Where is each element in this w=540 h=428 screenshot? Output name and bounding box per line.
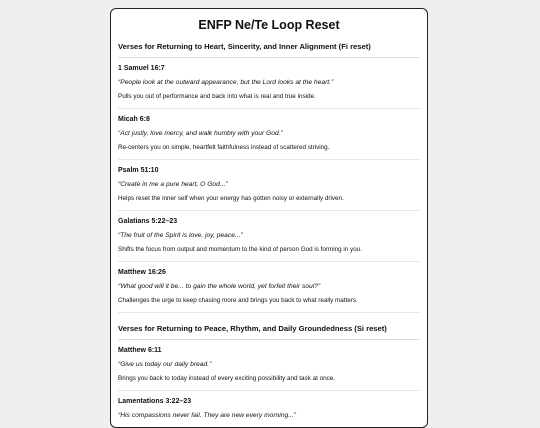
- verse-reference: Matthew 16:26: [118, 269, 166, 276]
- verse-entry: [118, 58, 420, 109]
- verse-reference: 1 Samuel 16:7: [118, 65, 165, 72]
- verse-quote: “Create in me a pure heart, O God...”: [118, 181, 228, 188]
- verse-quote: “His compassions never fail. They are new every morning...”: [118, 412, 297, 419]
- verse-reference: Matthew 6:11: [118, 347, 162, 354]
- verse-reference: Lamentations 3:22–23: [118, 398, 192, 405]
- verse-note: Brings you back to today instead of every exciting possibility and task at once.: [118, 375, 336, 382]
- verse-quote: “Give us today our daily bread.”: [118, 361, 212, 368]
- verse-quote: “Act justly, love mercy, and walk humbly with your God.”: [118, 130, 283, 137]
- verse-reference: Psalm 51:10: [118, 167, 159, 174]
- verse-note: Pulls you out of performance and back into what is real and true inside.: [118, 93, 316, 100]
- verse-entry: [118, 391, 420, 428]
- verse-note: Helps reset the inner self when your energy has gotten noisy or externally driven.: [118, 195, 344, 202]
- verse-entry: [118, 160, 420, 211]
- verse-entry: [118, 211, 420, 262]
- verse-quote: “The fruit of the Spirit is love, joy, peace...”: [118, 232, 243, 239]
- verse-quote: “What good will it be... to gain the whole world, yet forfeit their soul?”: [118, 283, 321, 290]
- section-heading: Verses for Returning to Heart, Sincerity, and Inner Alignment (Fi reset): [118, 42, 420, 58]
- verse-quote: “People look at the outward appearance, but the Lord looks at the heart.”: [118, 79, 334, 86]
- document-title: ENFP Ne/Te Loop Reset: [198, 18, 340, 32]
- verse-note: Re-centers you on simple, heartfelt faithfulness instead of scattered striving.: [118, 144, 330, 151]
- verse-entry: [118, 262, 420, 313]
- verse-entry: [118, 340, 420, 391]
- verse-note: Challenges the urge to keep chasing more and brings you back to what really matters.: [118, 297, 358, 304]
- document-card: [110, 8, 428, 428]
- section-heading: Verses for Returning to Peace, Rhythm, and Daily Groundedness (Si reset): [118, 315, 420, 340]
- document-content: [118, 42, 420, 428]
- verse-note: Shifts the focus from output and momentum to the kind of person God is forming in you.: [118, 246, 362, 253]
- verse-reference: Micah 6:8: [118, 116, 150, 123]
- verse-reference: Galatians 5:22–23: [118, 218, 178, 225]
- verse-entry: [118, 109, 420, 160]
